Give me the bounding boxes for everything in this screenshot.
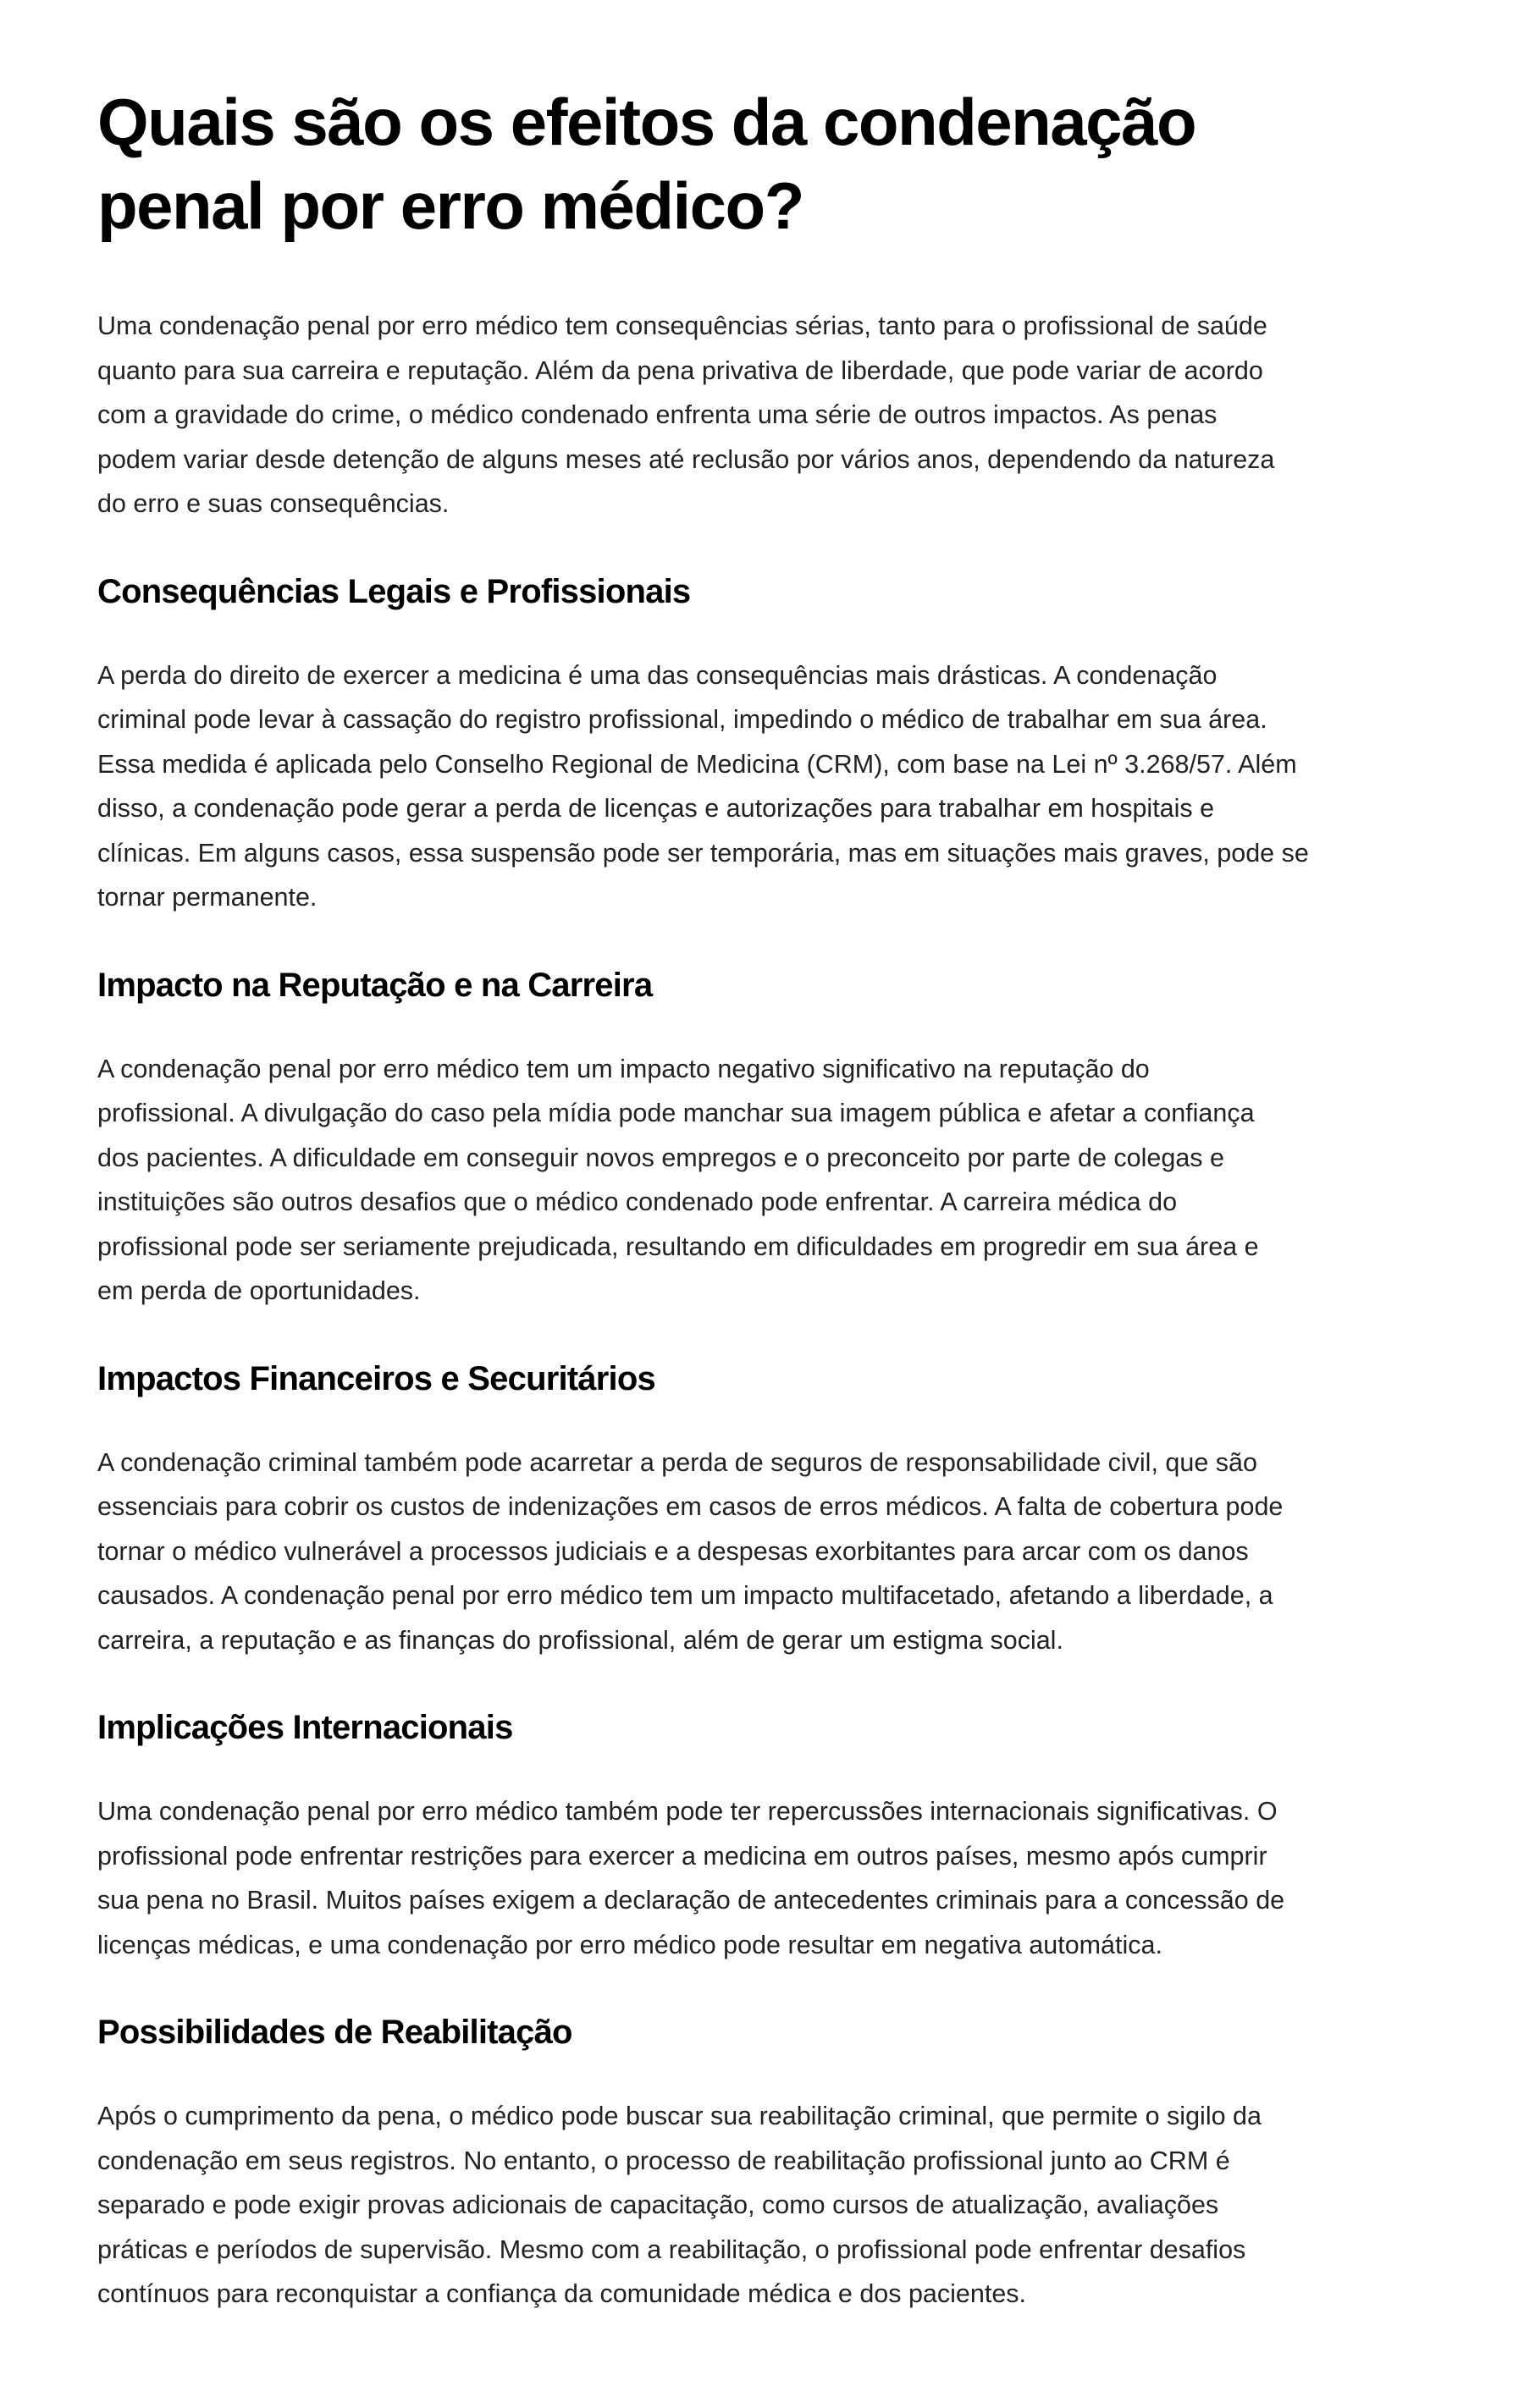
text-line: profissional pode enfrentar restrições para exercer a medicina em outros países, mesmo após cumprir <box>97 1841 1267 1871</box>
text-line: causados. A condenação penal por erro médico tem um impacto multifacetado, afetando a liberdade, a <box>97 1581 1273 1610</box>
intro-paragraph <box>97 304 1435 526</box>
text-line: profissional pode ser seriamente prejudicada, resultando em dificuldades em progredir em sua área e <box>97 1232 1259 1261</box>
section-paragraph <box>97 1047 1435 1314</box>
text-line: profissional. A divulgação do caso pela mídia pode manchar sua imagem pública e afetar a confiança <box>97 1099 1255 1127</box>
section-heading: Possibilidades de Reabilitação <box>97 2014 572 2051</box>
article-section <box>97 570 1435 920</box>
text-line: Uma condenação penal por erro médico também pode ter repercussões internacionais significativas. O <box>97 1797 1278 1826</box>
article-section <box>97 1706 1435 1967</box>
text-line: A condenação penal por erro médico tem um impacto negativo significativo na reputação do <box>97 1054 1150 1083</box>
section-heading: Consequências Legais e Profissionais <box>97 572 691 610</box>
text-line: A condenação criminal também pode acarretar a perda de seguros de responsabilidade civil, que são <box>97 1447 1257 1477</box>
text-line: práticas e períodos de supervisão. Mesmo com a reabilitação, o profissional pode enfrentar desafios <box>97 2234 1246 2264</box>
title-line: penal por erro médico? <box>97 168 803 243</box>
title-line: Quais são os efeitos da condenação <box>97 85 1196 159</box>
text-line: instituições são outros desafios que o médico condenado pode enfrentar. A carreira médica do <box>97 1187 1178 1216</box>
text-line: carreira, a reputação e as finanças do profissional, além de gerar um estigma social. <box>97 1625 1063 1655</box>
page-title <box>97 80 1435 248</box>
article-section <box>97 1358 1435 1663</box>
text-line: A perda do direito de exercer a medicina é uma das consequências mais drásticas. A condenação <box>97 660 1218 690</box>
section-paragraph <box>97 1441 1435 1663</box>
text-line: contínuos para reconquistar a confiança da comunidade médica e dos pacientes. <box>97 2279 1027 2308</box>
text-line: podem variar desde detenção de alguns meses até reclusão por vários anos, dependendo da natureza <box>97 444 1275 474</box>
section-heading: Impacto na Reputação e na Carreira <box>97 966 653 1004</box>
text-line: do erro e suas consequências. <box>97 489 450 518</box>
sections <box>97 570 1435 2317</box>
article-section <box>97 964 1435 1314</box>
section-heading: Impactos Financeiros e Securitários <box>97 1359 655 1397</box>
text-line: condenação em seus registros. No entanto, o processo de reabilitação profissional junto ao CRM é <box>97 2146 1230 2175</box>
section-paragraph <box>97 1789 1435 1967</box>
text-line: quanto para sua carreira e reputação. Além da pena privativa de liberdade, que pode variar de acordo <box>97 355 1263 385</box>
text-line: tornar permanente. <box>97 883 318 912</box>
text-line: com a gravidade do crime, o médico condenado enfrenta uma série de outros impactos. As penas <box>97 400 1218 429</box>
text-line: disso, a condenação pode gerar a perda de licenças e autorizações para trabalhar em hospitais e <box>97 794 1215 823</box>
text-line: dos pacientes. A dificuldade em conseguir novos empregos e o preconceito por parte de colegas e <box>97 1143 1224 1172</box>
text-line: licenças médicas, e uma condenação por erro médico pode resultar em negativa automática. <box>97 1930 1162 1959</box>
article <box>97 80 1435 2361</box>
text-line: tornar o médico vulnerável a processos judiciais e a despesas exorbitantes para arcar com os danos <box>97 1536 1249 1566</box>
text-line: Essa medida é aplicada pelo Conselho Regional de Medicina (CRM), com base na Lei nº 3.268/57. Além <box>97 749 1297 779</box>
text-line: separado e pode exigir provas adicionais de capacitação, como cursos de atualização, avaliações <box>97 2190 1219 2219</box>
text-line: Após o cumprimento da pena, o médico pode buscar sua reabilitação criminal, que permite o sigilo da <box>97 2102 1262 2130</box>
section-paragraph <box>97 653 1435 920</box>
text-line: sua pena no Brasil. Muitos países exigem a declaração de antecedentes criminais para a concessão de <box>97 1886 1285 1915</box>
text-line: essenciais para cobrir os custos de indenizações em casos de erros médicos. A falta de cobertura pode <box>97 1492 1284 1521</box>
text-line: Uma condenação penal por erro médico tem consequências sérias, tanto para o profissional de saúde <box>97 311 1267 340</box>
section-paragraph <box>97 2094 1435 2317</box>
section-heading: Implicações Internacionais <box>97 1709 513 1746</box>
text-line: em perda de oportunidades. <box>97 1276 421 1305</box>
article-section <box>97 2011 1435 2317</box>
text-line: clínicas. Em alguns casos, essa suspensão pode ser temporária, mas em situações mais graves, pode se <box>97 838 1309 868</box>
text-line: criminal pode levar à cassação do registro profissional, impedindo o médico de trabalhar em sua área. <box>97 705 1267 734</box>
